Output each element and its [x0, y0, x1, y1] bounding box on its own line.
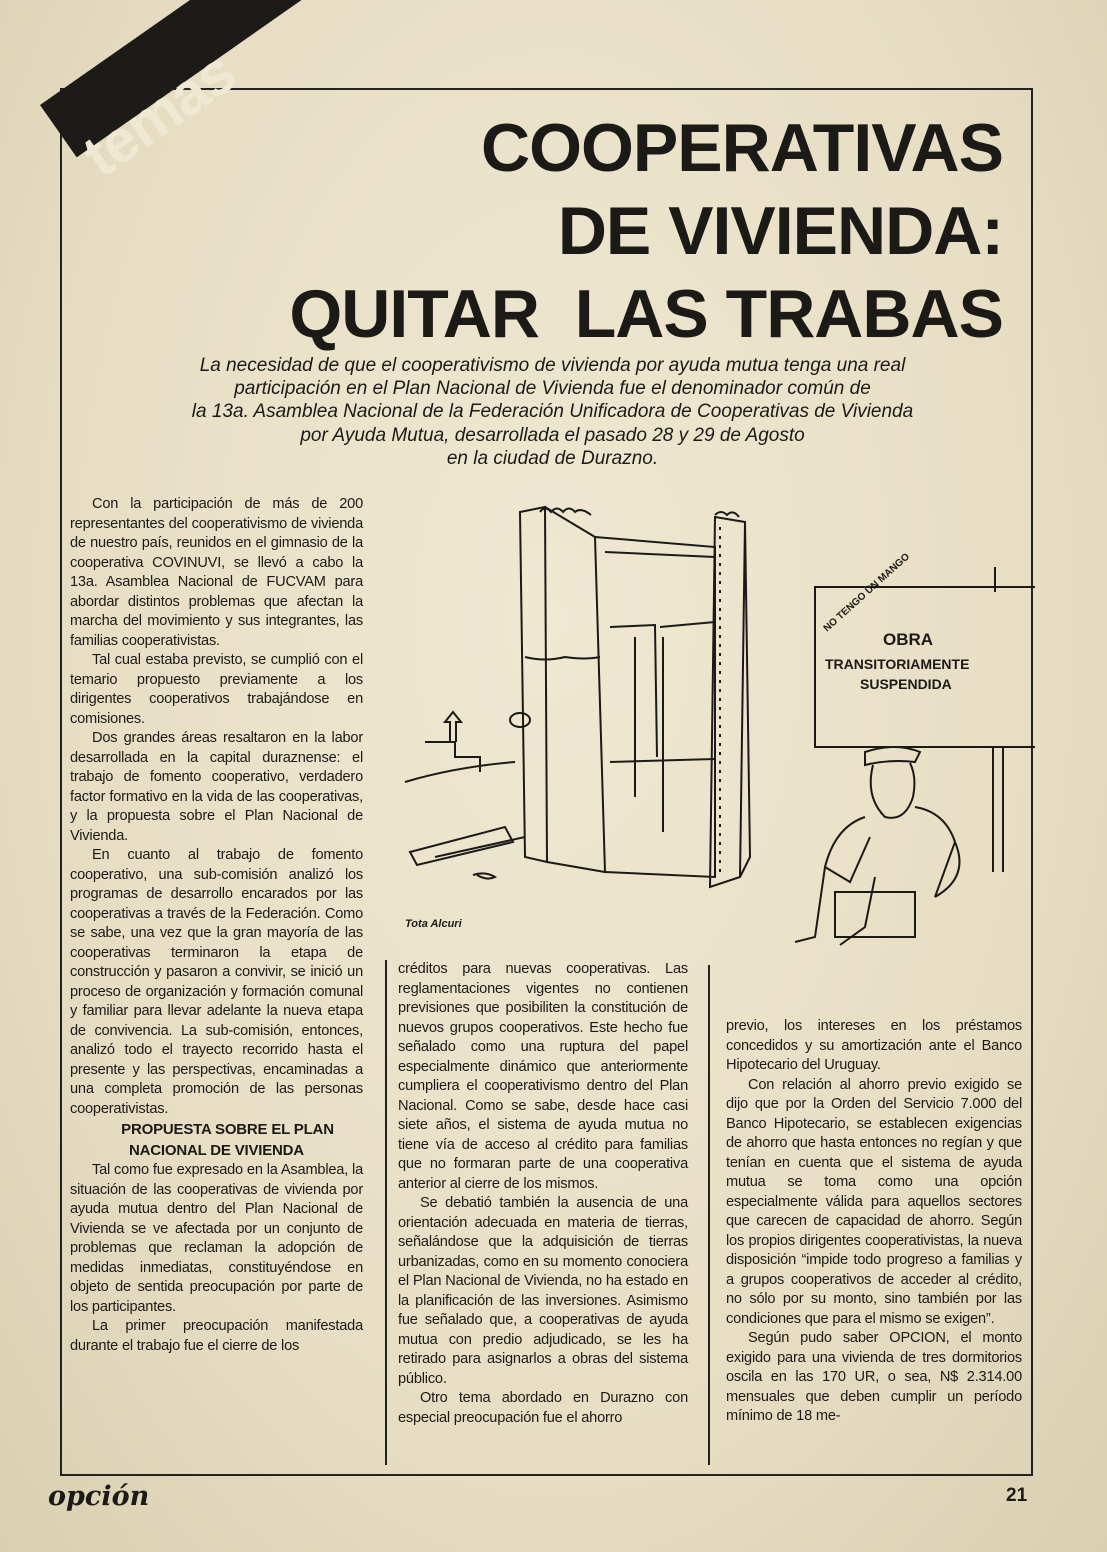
- paragraph: Se debatió también la ausencia de una orientación adecuada en materia de tierras, señalándose que la adquisición de tierras urbanizadas, como en su momento conociera el Plan Nacional de Vivienda, no ha estado en la planificación de las inversiones. Asimismo fue señalado que, a cooperativas de ayuda mutua con predio adjudicado, se les ha retirado para asignarlos a obras del sistema público.: [398, 1195, 688, 1387]
- stool: [835, 892, 915, 937]
- paragraph: previo, los intereses en los préstamos concedidos y su amortización ante el Banco Hipotecario del Uruguay.: [726, 1018, 1022, 1073]
- lead-line: La necesidad de que el cooperativismo de vivienda por ayuda mutua tenga una real: [199, 355, 906, 376]
- lead-line: participación en el Plan Nacional de Vivienda fue el denominador común de: [234, 378, 871, 400]
- subheading-line: PROPUESTA SOBRE EL PLAN: [121, 1121, 334, 1138]
- paragraph: Con relación al ahorro previo exigido se dijo que por la Orden del Servicio 7.000 del Banco Hipotecario, se establecen exigencias de ahorro que hasta entonces no regían y que tenían en cuenta que el sistema de ayuda mutua se toma como una opción especialmente válida para aquellos sectores que carecen de capacidad de ahorro. Según los propios dirigentes cooperativistas, la nueva disposición “impide todo progreso a familias y a grupos cooperativos de acceder al crédito, no sólo por su monto, sino también por las condiciones que para el mismo se exigen”.: [726, 1076, 1022, 1327]
- sign-text-line2: TRANSITORIAMENTE: [825, 656, 970, 672]
- cartoon-illustration: [395, 497, 1035, 957]
- headline-line-1: COOPERATIVAS: [481, 110, 1003, 186]
- paragraph: Dos grandes áreas resaltaron en la labor desarrollada en la capital duraznense: el trabajo de fomento cooperativo, verdadero factor formativo en la vida de las cooperativas, y la propuesta sobre el Plan Nacional de Vivienda.: [70, 730, 363, 844]
- tire-icon: [510, 713, 530, 727]
- column-1: [70, 495, 363, 1356]
- paragraph: Según pudo saber OPCION, el monto exigido para una vivienda de tres dormitorios oscila en las 170 UR, o sea, N$ 2.314.00 mensuales que deben cumplir un período mínimo de 18 me-: [726, 1330, 1022, 1424]
- magazine-name: opción: [48, 1481, 150, 1512]
- headline-line-2: DE VIVIENDA:: [557, 193, 1003, 269]
- column-divider: [708, 965, 710, 1465]
- paragraph: La primer preocupación manifestada durante el trabajo fue el cierre de los: [70, 1318, 363, 1354]
- section-subheading: [70, 1119, 363, 1161]
- paragraph: Con la participación de más de 200 representantes del cooperativismo de vivienda de nuestro país, reunidos en el gimnasio de la cooperativa COVINUVI, se llevó a cabo la 13a. Asamblea Nacional de FUCVAM para abordar distintos problemas que afectan la marcha del movimiento y sus integrantes, las familias cooperativistas.: [70, 496, 363, 649]
- artist-signature: Tota Alcuri: [405, 918, 462, 930]
- page-number: 21: [1006, 1485, 1028, 1506]
- arrow-icon: [445, 712, 461, 742]
- subheading-line: NACIONAL DE VIVIENDA: [129, 1142, 304, 1159]
- column-2: [398, 960, 688, 1428]
- column-divider: [385, 960, 387, 1465]
- hat-icon: [865, 747, 920, 765]
- lead-line: por Ayuda Mutua, desarrollada el pasado 28 y 29 de Agosto: [300, 424, 805, 446]
- lead-line: la 13a. Asamblea Nacional de la Federación Unificadora de Cooperativas de Vivienda: [191, 401, 914, 423]
- headline-line-3: QUITAR LAS TRABAS: [289, 276, 1003, 352]
- paragraph: En cuanto al trabajo de fomento cooperativo, una sub-comisión analizó los programas de desarrollo encarados por las cooperativas a través de la Federación. Como se sabe, una vez que la gran mayoría de las cooperativas terminaron la etapa de construcción y pasaron a convivir, se inició un proceso de organización y formación comunal y familiar para llevar adelante la nueva etapa de convivencia. La sub-comisión, entonces, analizó todo el trayecto recorrido hasta el presente y las perspectivas, encaminadas a una completa promoción de las personas cooperativistas.: [70, 847, 363, 1117]
- lead-paragraph: [100, 354, 1005, 470]
- sign-text-line3: SUSPENDIDA: [860, 676, 952, 692]
- lead-line: en la ciudad de Durazno.: [446, 447, 659, 469]
- paragraph: créditos para nuevas cooperativas. Las reglamentaciones vigentes no contienen previsiones que posibiliten la constitución de nuevos grupos cooperativos. Este hecho fue señalado como una ruptura del papel especialmente dinámico que anteriormente cumpliera el cooperativismo dentro del Plan Nacional. Como se sabe, desde hace casi siete años, el sistema de ayuda mutua no tiene vía de acceso al crédito para familias que no formaran parte de una cooperativa anterior al cierre de los mismos.: [398, 961, 688, 1192]
- paragraph: Tal como fue expresado en la Asamblea, la situación de las cooperativas de vivienda por ayuda mutua dentro del Plan Nacional de Vivienda se ve afectada por un conjunto de problemas que reclaman la adopción de medidas inmediatas, constituyéndose en objeto de sentida preocupación por parte de los participantes.: [70, 1162, 363, 1315]
- sign-sticker: NO TENGO UN MANGO: [821, 551, 912, 635]
- sign-text-main: OBRA: [883, 630, 934, 649]
- paragraph: Otro tema abordado en Durazno con especial preocupación fue el ahorro: [398, 1390, 688, 1426]
- paragraph: Tal cual estaba previsto, se cumplió con el temario propuesto previamente a los dirigentes cooperativos trabajándose en comisiones.: [70, 652, 363, 727]
- column-3: [726, 1017, 1022, 1427]
- section-tag: temas: [70, 38, 247, 190]
